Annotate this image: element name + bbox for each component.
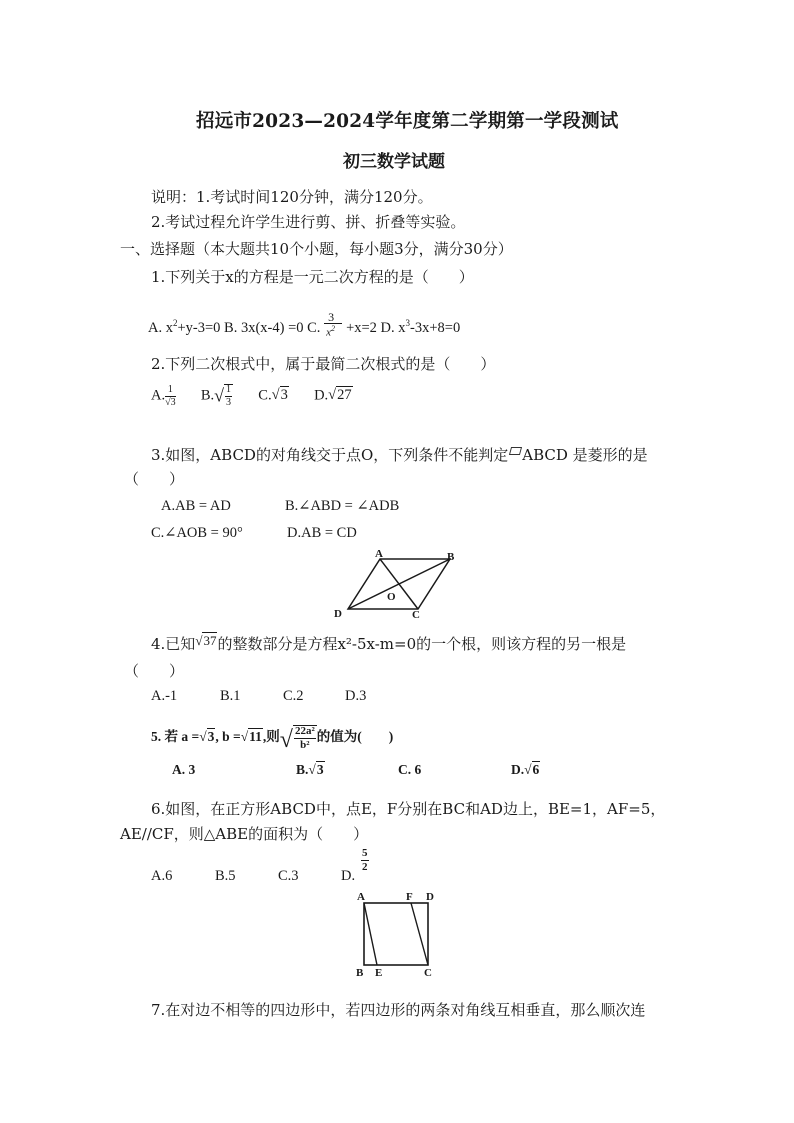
q1-opt-c-d: +x=2 D. x xyxy=(346,319,406,336)
q3-paren: （ ） xyxy=(124,470,185,488)
q6-opt-c: C.3 xyxy=(278,868,299,884)
q1-opt-a: A. x xyxy=(148,319,173,336)
q5-stem-mid: , b = xyxy=(215,729,241,745)
q5-b-root: √11 xyxy=(240,729,262,745)
q6-label-a: A xyxy=(357,891,365,903)
q4-stem-post: 的整数部分是方程x²-5x-m=0的一个根，则该方程的另一根是 xyxy=(217,635,627,653)
q6-label-d: D xyxy=(426,891,434,903)
q1-opt-d-rest: -3x+8=0 xyxy=(410,319,461,336)
q3-opt-a: A.AB = AD xyxy=(161,498,231,514)
q6-line-1: 6.如图，在正方形ABCD中，点E，F分别在BC和AD边上，BE=1，AF=5， xyxy=(151,800,666,818)
q2-opt-a: A. xyxy=(151,387,166,404)
q3-label-d: D xyxy=(334,608,342,619)
q3-parallelogram-figure xyxy=(328,547,460,619)
q2-opt-b: B. xyxy=(200,387,215,404)
q3-opt-d: D.AB = CD xyxy=(287,525,357,541)
q1-c-den-exp: 2 xyxy=(330,323,335,333)
parallelogram-icon xyxy=(509,447,522,455)
q4-stem-pre: 4.已知 xyxy=(151,635,196,653)
q5-opt-c: C. 6 xyxy=(398,762,422,777)
q4-opt-a: A.-1 xyxy=(151,688,178,704)
q4-root: √37 xyxy=(195,633,217,648)
page-subtitle: 初三数学试题 xyxy=(343,152,445,172)
q4-opt-c: C.2 xyxy=(283,688,304,704)
q5-stem-pre: 5. 若 a = xyxy=(151,729,200,745)
q2-options: A. $\frac{1}{√3}$ B.√ $\frac{1}{3}$ C.√3 D.√27 xyxy=(151,383,352,408)
q4-stem xyxy=(151,633,626,654)
q3-stem-post: ABCD 是菱形的是 xyxy=(522,446,648,464)
q2-stem: 2.下列二次根式中，属于最简二次根式的是（ ） xyxy=(151,355,496,373)
q3-stem-pre: 3.如图，ABCD的对角线交于点O，下列条件不能判定 xyxy=(151,446,509,464)
q5-opt-a: A. 3 xyxy=(172,762,196,777)
q6-label-f: F xyxy=(406,891,413,903)
q2-c-root: √3 xyxy=(271,387,288,404)
q6-opt-d: D. xyxy=(341,868,356,884)
q3-stem xyxy=(151,444,648,465)
q6-opt-b: B.5 xyxy=(215,868,236,884)
q5-big-root-icon: √ xyxy=(279,727,293,754)
q1-d-exp: 3 xyxy=(405,318,411,328)
q1-opt-b: +y-3=0 B. 3x(x-4) =0 C. xyxy=(177,319,321,336)
q3-label-b: B xyxy=(447,551,455,563)
q4-paren: （ ） xyxy=(124,662,185,680)
q2-opt-c: C. xyxy=(258,387,272,404)
exam-note-1: 说明：1.考试时间120分钟，满分120分。 xyxy=(151,188,433,206)
q1-stem: 1.下列关于x的方程是一元二次方程的是（ ） xyxy=(151,268,474,286)
q6-square-figure xyxy=(350,888,440,980)
q4-opt-b: B.1 xyxy=(220,688,241,704)
q2-d-root: √27 xyxy=(328,387,352,404)
exam-note-2: 2.考试过程允许学生进行剪、拼、折叠等实验。 xyxy=(151,213,466,231)
q5-opt-d: D.√6 xyxy=(511,762,540,777)
q5-opt-b: B.√3 xyxy=(296,762,324,777)
q3-opt-b: B.∠ABD = ∠ADB xyxy=(285,498,400,514)
q3-label-c: C xyxy=(412,609,420,619)
q1-c-den: x xyxy=(326,326,331,339)
q3-label-o: O xyxy=(387,591,396,603)
q7-stem: 7.在对边不相等的四边形中，若四边形的两条对角线互相垂直，那么顺次连 xyxy=(151,1001,646,1019)
q1-options xyxy=(148,309,461,339)
q6-segment-fc xyxy=(411,903,428,965)
q5-stem-then: ,则 xyxy=(262,729,280,745)
section-heading: 一、选择题（本大题共10个小题，每小题3分，满分30分） xyxy=(120,240,513,258)
q6-segment-ae xyxy=(364,903,377,965)
q5-fraction: $\frac{\text{22a²}}{\text{b²}}$ xyxy=(294,725,315,751)
q5-a-root: √3 xyxy=(199,729,215,745)
q2-b-fraction: $\frac{1}{3}$ xyxy=(226,384,232,408)
q6-square xyxy=(364,903,428,965)
q5-stem-post: 的值为( ) xyxy=(316,729,394,745)
q5-stem xyxy=(151,725,393,754)
q6-line-2: AE//CF，则△ABE的面积为（ ） xyxy=(120,825,369,843)
q6-opt-a: A.6 xyxy=(151,868,173,884)
q6-label-c: C xyxy=(424,967,432,979)
q3-label-a: A xyxy=(375,548,383,560)
q3-opt-c: C.∠AOB = 90° xyxy=(151,525,243,541)
page-title: 招远市2023—2024学年度第二学期第一学段测试 xyxy=(196,111,619,132)
q4-opt-d: D.3 xyxy=(345,688,367,704)
q6-label-e: E xyxy=(375,967,383,979)
q2-a-fraction: $\frac{1}{√3}$ xyxy=(165,383,176,408)
q6-d-fraction: $\frac{5}{2}$ xyxy=(362,847,368,873)
q1-a-exp: 2 xyxy=(172,318,178,328)
q1-c-num: 3 xyxy=(328,309,335,324)
q2-opt-d: D. xyxy=(314,387,329,404)
q6-label-b: B xyxy=(356,967,364,979)
